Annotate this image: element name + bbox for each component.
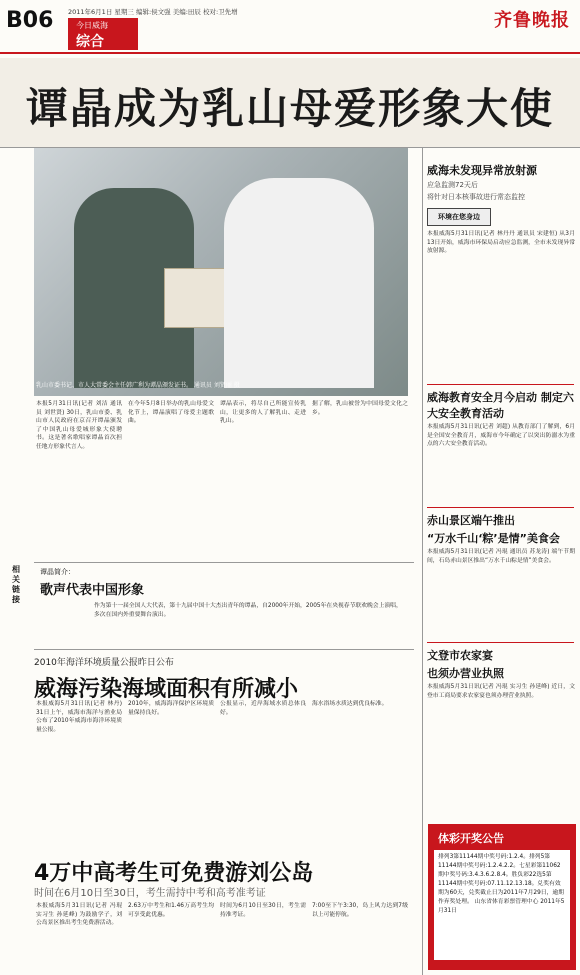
right-divider-1 [427,384,574,385]
right-story3-kicker: 赤山景区端午推出 [427,514,515,527]
related-label: 谭晶简介： [40,568,75,576]
right-story3-headline: “万水千山‘粽’是情”美食会 [427,532,560,545]
page-header [0,0,580,52]
right-story2-body: 本报威海5月31日讯(记者 刘超) 从教育部门了解到，6月是全国安全教育月，威海市今年确定了以突出防溺水为重点的六大安全教育活动。 [427,424,575,447]
related-title: 歌声代表中国形象 [40,583,145,598]
right-story4-kicker: 文登市农家宴 [427,649,493,662]
header-rule [0,52,580,54]
right-story1-inset: 环境在您身边 [427,208,491,226]
article2-col-1: 本报威海5月31日讯(记者 林丹) 31日上午，威海市海洋与渔业局公布了2010年威海市海洋环境质量公报。 [36,701,122,733]
page-number: B06 [6,8,54,33]
article3-headline: 4万中高考生可免费游刘公岛 [34,861,314,886]
newspaper-logo: 齐鲁晚报 [494,10,570,31]
lead-col-3: 谭晶表示，将尽自己所能宣传乳山，让更多的人了解乳山、走进乳山。 [220,401,306,424]
right-story3-body: 本报威海5月31日讯(记者 冯琨 通讯员 苏龙涛) 端午节期间，石岛赤山景区推出“万水千山粽是情”美食会。 [427,549,575,564]
right-story1-body: 本报威海5月31日讯(记者 林丹丹 通讯员 宋建恒) 从3月13日开始，威海市环保局启动应急监测，全市未发现异常放射源。 [427,231,575,254]
right-story1-sub2: 将针对日本核事故进行常态监控 [427,193,525,201]
right-story4-body: 本报威海5月31日讯(记者 冯琨 实习生 孙延峰) 近日，文登市工商局要求农家宴也须办理营业执照。 [427,684,575,699]
article2-kicker: 2010年海洋环境质量公报昨日公布 [34,658,174,668]
right-divider-3 [427,642,574,643]
section-box [68,18,138,50]
related-tag: 相关链接 [12,565,20,604]
lottery-title: 体彩开奖公告 [438,832,504,845]
lead-col-1: 本报5月31日讯(记者 刘洁 通讯员 刘世贤) 30日，乳山市委、乳山市人民政府在京召开谭晶颁发了中国乳山母爱城形象大使聘书。这是著名歌唱家谭晶首次担任地方形象代言人。 [36,401,122,450]
date-line: 2011年6月1日 星期三 编辑:侯文强 美编:田辰 校对:卫先增 [68,8,238,16]
right-story4-headline: 也须办营业执照 [427,667,504,680]
section-sub: 今日威海 [76,21,108,30]
right-divider-2 [427,507,574,508]
related-body: 作为第十一届全国人大代表，第十九届中国十大杰出青年的谭晶，自2000年开始，2005年在央视春节联欢晚会上演唱，多次在国内外重要舞台演出。 [94,603,402,618]
photo-person-right [224,178,374,388]
section-title: 综合 [76,34,104,50]
article3-subhead: 时间在6月10日至30日，考生需持中考和高考准考证 [34,888,266,899]
article2-col-2: 2010年，威海海洋保护区环境质量保持良好。 [128,701,214,716]
lottery-body: 排列3第11144期中奖号码:1.2.4。排列5第11144期中奖号码:1.2.4.2.2。七星彩第11062期中奖号码:3.4.3.6.2.8.4。胜负彩22选5第11144期中奖号码:07.11.12.13.18。兑奖有效期为60天，兑奖截止日为2011年7月29日，逾期作弃奖处理。 山东省体育彩票管理中心 2011年5月31日 [434,850,570,960]
photo-caption: 乳山市委书记、市人大常委会主任韩广利为谭晶颁发证书。 通讯员 刘贤丽 摄 [36,382,240,389]
related-box [34,562,414,650]
article3-col-2: 2.63万中考生和1.46万高考生均可享受此优惠。 [128,903,214,918]
lead-headline-band [0,58,580,148]
lead-col-2: 在今年5月8日举办的乳山母爱文化节上，谭晶演唱了母爱主题歌曲。 [128,401,214,424]
right-story1-headline: 威海未发现异常放射源 [427,164,537,177]
article3-col-1: 本报威海5月31日讯(记者 冯琨 实习生 孙延峰) 为鼓励学子，刘公岛景区推出考生免费游活动。 [36,903,122,926]
right-story2-headline: 威海教育安全月今启动 制定六大安全教育活动 [427,391,574,420]
article2-col-4: 海水浴场水质达到优良标准。 [312,701,388,707]
article3-col-3: 时间为6月10日至30日，考生需持准考证。 [220,903,306,918]
article2-headline: 威海污染海域面积有所减小 [34,677,299,702]
article2-col-3: 公报显示，近岸海域水质总体良好。 [220,701,306,716]
lead-col-4: 据了解，乳山被誉为中国母爱文化之乡。 [312,401,408,416]
lottery-box [428,824,576,970]
article3-col-4: 7:00至下午3:30，岛上风力达到7级以上可能停航。 [312,903,408,918]
lead-headline: 谭晶成为乳山母爱形象大使 [25,84,554,133]
right-story1-sub1: 应急监测72天后 [427,181,478,189]
lead-photo [34,148,408,396]
